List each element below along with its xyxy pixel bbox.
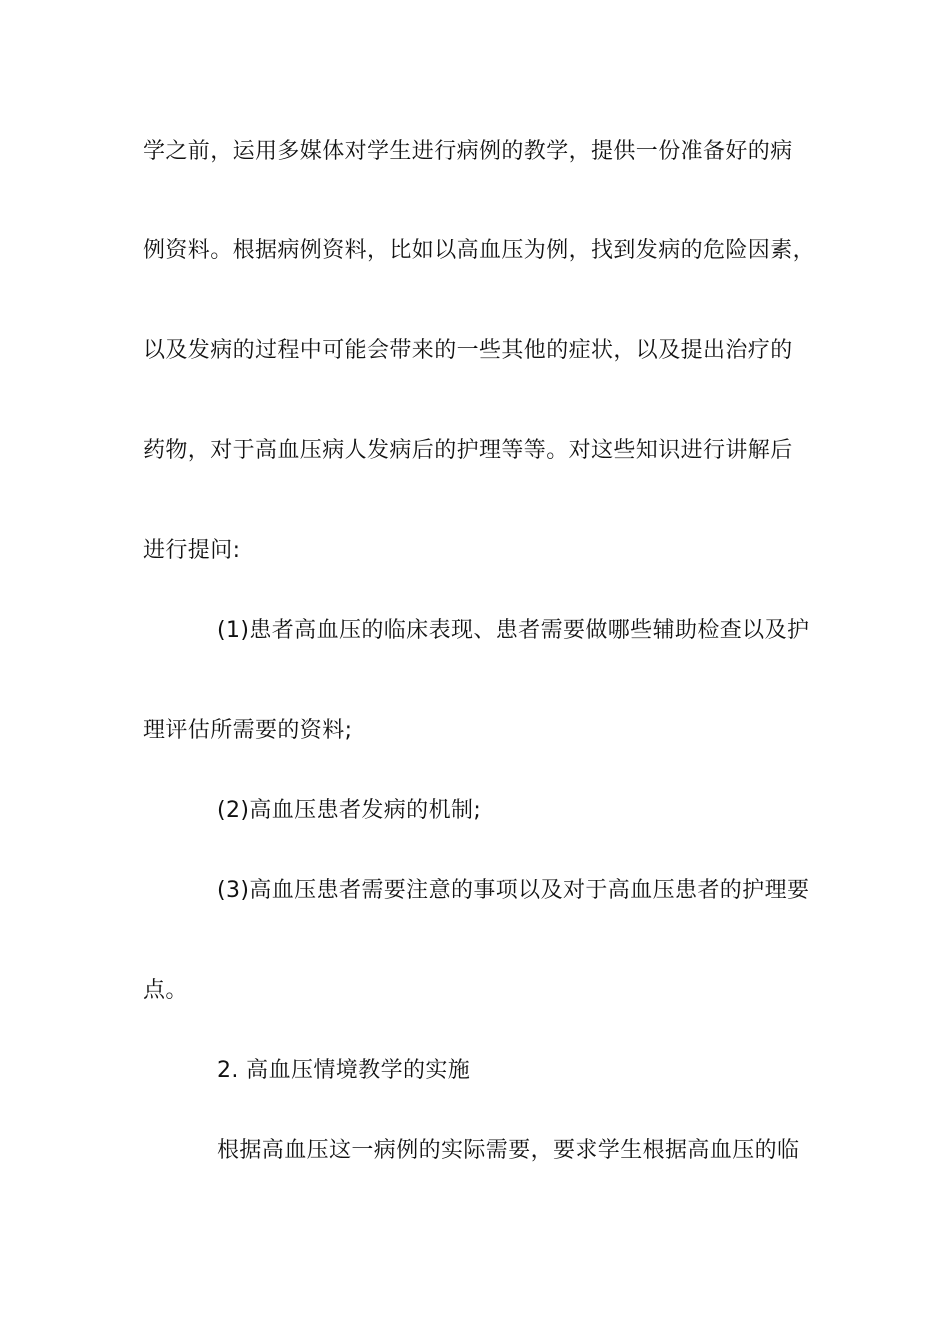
list-item-3: (3)高血压患者需要注意的事项以及对于高血压患者的护理要 <box>217 878 810 903</box>
paragraph-line: 例资料。根据病例资料，比如以高血压为例，找到发病的危险因素， <box>143 238 816 263</box>
list-item-1: (1)患者高血压的临床表现、患者需要做哪些辅助检查以及护 <box>217 618 810 643</box>
section-heading: 2. 高血压情境教学的实施 <box>217 1058 471 1083</box>
paragraph-line: 以及发病的过程中可能会带来的一些其他的症状，以及提出治疗的 <box>143 338 793 363</box>
list-item-2: (2)高血压患者发病的机制; <box>217 798 482 823</box>
list-item-3-continued: 点。 <box>143 978 188 1003</box>
list-item-1-continued: 理评估所需要的资料; <box>143 718 353 743</box>
paragraph-line: 学之前，运用多媒体对学生进行病例的教学，提供一份准备好的病 <box>143 139 793 164</box>
paragraph-line: 药物，对于高血压病人发病后的护理等等。对这些知识进行讲解后 <box>143 438 793 463</box>
paragraph-line: 根据高血压这一病例的实际需要，要求学生根据高血压的临 <box>217 1138 800 1163</box>
paragraph-line: 进行提问: <box>143 538 241 563</box>
